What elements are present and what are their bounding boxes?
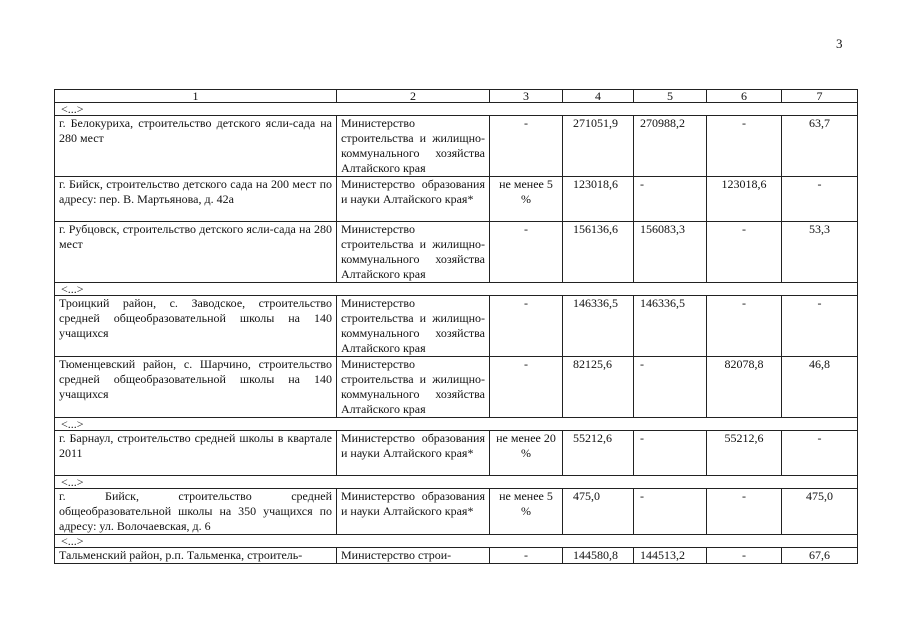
federal-budget-cell: 55212,6 (707, 431, 782, 476)
cofinancing-cell: не менее 5 % (490, 489, 563, 535)
table-row (55, 296, 858, 357)
object-cell: г. Белокуриха, строительство детского ясли-сада на 280 мест (55, 116, 337, 177)
separator-cell: <...> (55, 535, 858, 548)
local-budget-cell: 475,0 (782, 489, 858, 535)
column-header: 7 (782, 90, 858, 103)
federal-budget-cell: - (707, 296, 782, 357)
regional-budget-cell: 270988,2 (634, 116, 707, 177)
cofinancing-cell: не менее 20 % (490, 431, 563, 476)
total-cell: 144580,8 (563, 548, 634, 564)
separator-cell: <...> (55, 476, 858, 489)
total-cell: 271051,9 (563, 116, 634, 177)
table-row (55, 116, 858, 177)
cofinancing-cell: - (490, 548, 563, 564)
cofinancing-cell: - (490, 357, 563, 418)
column-header: 4 (563, 90, 634, 103)
regional-budget-cell: 144513,2 (634, 548, 707, 564)
separator-row (55, 283, 858, 296)
regional-budget-cell: - (634, 177, 707, 222)
object-cell: Троицкий район, с. Заводское, строительство средней общеобразовательной школы на 140 учащихся (55, 296, 337, 357)
object-cell: г. Бийск, строительство средней общеобразовательной школы на 350 учащихся по адресу: ул. Волочаевская, д. 6 (55, 489, 337, 535)
federal-budget-cell: 82078,8 (707, 357, 782, 418)
column-header: 6 (707, 90, 782, 103)
regional-budget-cell: - (634, 489, 707, 535)
object-cell: Тюменцевский район, с. Шарчино, строительство средней общеобразовательной школы на 140 учащихся (55, 357, 337, 418)
local-budget-cell: - (782, 177, 858, 222)
federal-budget-cell: 123018,6 (707, 177, 782, 222)
separator-cell: <...> (55, 103, 858, 116)
responsible-cell: Министерство строительства и жилищно-коммунального хозяйства Алтайского края (337, 357, 490, 418)
cofinancing-cell: - (490, 296, 563, 357)
total-cell: 146336,5 (563, 296, 634, 357)
column-header: 1 (55, 90, 337, 103)
separator-cell: <...> (55, 283, 858, 296)
table-row (55, 489, 858, 535)
table-row (55, 357, 858, 418)
separator-row (55, 476, 858, 489)
table-header-row (55, 90, 858, 103)
local-budget-cell: - (782, 431, 858, 476)
regional-budget-cell: 146336,5 (634, 296, 707, 357)
object-cell: Тальменский район, р.п. Тальменка, строитель- (55, 548, 337, 564)
total-cell: 156136,6 (563, 222, 634, 283)
object-cell: г. Бийск, строительство детского сада на 200 мест по адресу: пер. В. Мартьянова, д. 42а (55, 177, 337, 222)
local-budget-cell: 46,8 (782, 357, 858, 418)
responsible-cell: Министерство строительства и жилищно-коммунального хозяйства Алтайского края (337, 116, 490, 177)
responsible-cell: Министерство строи- (337, 548, 490, 564)
responsible-cell: Министерство строительства и жилищно-коммунального хозяйства Алтайского края (337, 296, 490, 357)
object-cell: г. Рубцовск, строительство детского ясли-сада на 280 мест (55, 222, 337, 283)
separator-cell: <...> (55, 418, 858, 431)
separator-row (55, 103, 858, 116)
column-header: 3 (490, 90, 563, 103)
separator-row (55, 535, 858, 548)
total-cell: 82125,6 (563, 357, 634, 418)
federal-budget-cell: - (707, 116, 782, 177)
responsible-cell: Министерство образования и науки Алтайского края* (337, 177, 490, 222)
local-budget-cell: 67,6 (782, 548, 858, 564)
total-cell: 475,0 (563, 489, 634, 535)
separator-row (55, 418, 858, 431)
column-header: 5 (634, 90, 707, 103)
table-row (55, 222, 858, 283)
responsible-cell: Министерство строительства и жилищно-коммунального хозяйства Алтайского края (337, 222, 490, 283)
total-cell: 55212,6 (563, 431, 634, 476)
table-row (55, 177, 858, 222)
cofinancing-cell: не менее 5 % (490, 177, 563, 222)
total-cell: 123018,6 (563, 177, 634, 222)
federal-budget-cell: - (707, 222, 782, 283)
regional-budget-cell: 156083,3 (634, 222, 707, 283)
table-body (55, 90, 858, 564)
local-budget-cell: 53,3 (782, 222, 858, 283)
column-header: 2 (337, 90, 490, 103)
local-budget-cell: - (782, 296, 858, 357)
table-row (55, 548, 858, 564)
regional-budget-cell: - (634, 357, 707, 418)
responsible-cell: Министерство образования и науки Алтайского края* (337, 431, 490, 476)
federal-budget-cell: - (707, 489, 782, 535)
local-budget-cell: 63,7 (782, 116, 858, 177)
federal-budget-cell: - (707, 548, 782, 564)
responsible-cell: Министерство образования и науки Алтайского края* (337, 489, 490, 535)
page-number: 3 (836, 36, 843, 51)
object-cell: г. Барнаул, строительство средней школы в квартале 2011 (55, 431, 337, 476)
cofinancing-cell: - (490, 116, 563, 177)
table-row (55, 431, 858, 476)
cofinancing-cell: - (490, 222, 563, 283)
budget-table (54, 89, 858, 564)
regional-budget-cell: - (634, 431, 707, 476)
